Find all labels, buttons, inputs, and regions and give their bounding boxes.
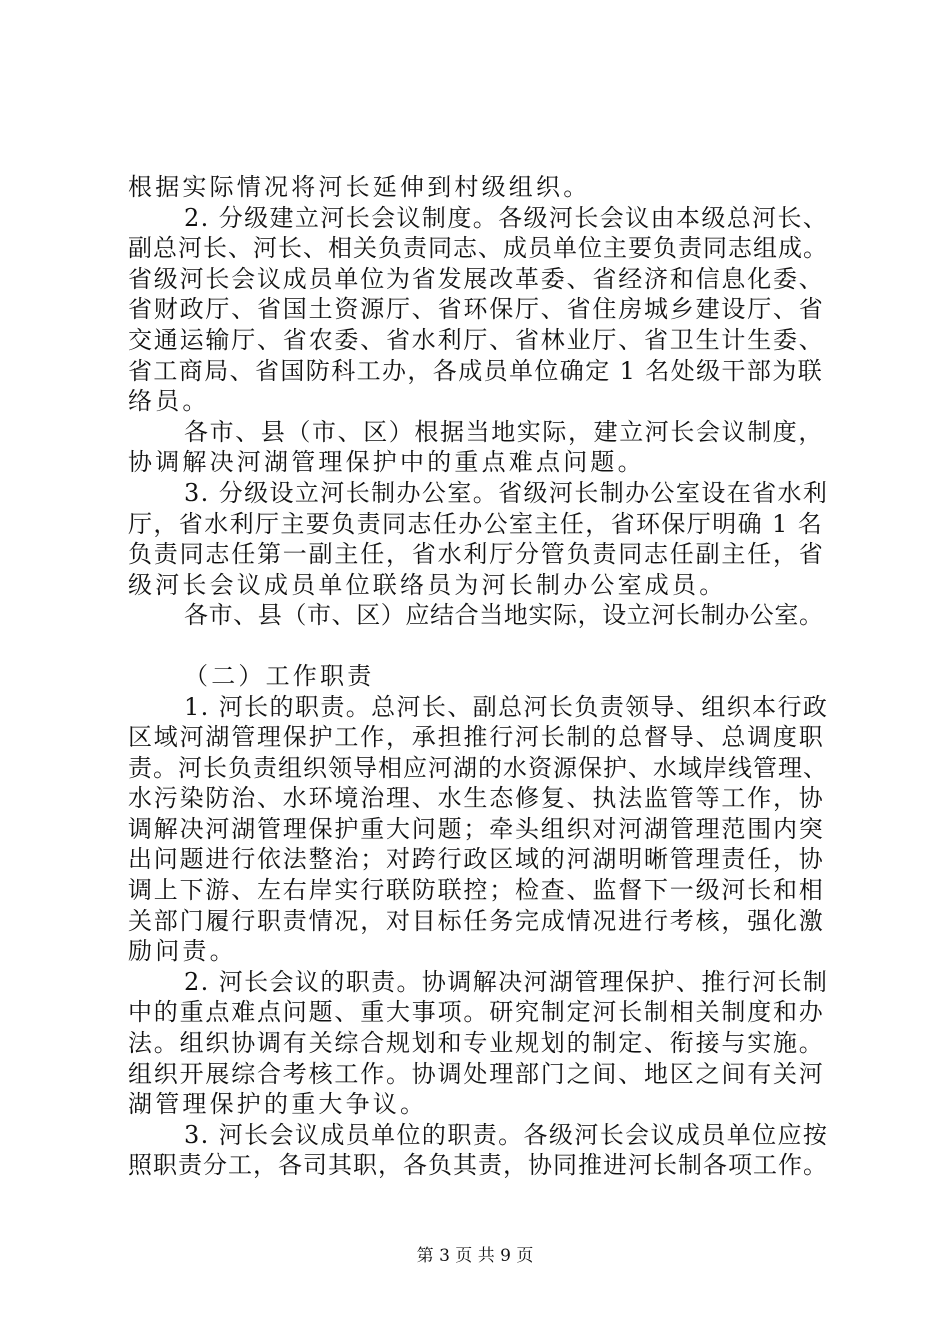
text-line: 根据实际情况将河长延伸到村级组织。 — [128, 173, 591, 201]
text-line: 调解决河湖管理保护重大问题；牵头组织对河湖管理范围内突 — [128, 814, 825, 843]
text-line: 协调解决河湖管理保护中的重点难点问题。 — [128, 448, 645, 477]
text-line: 交通运输厅、省农委、省水利厅、省林业厅、省卫生计生委、 — [128, 325, 825, 354]
text-line: 省财政厅、省国土资源厅、省环保厅、省住房城乡建设厅、省 — [128, 295, 825, 324]
text-line: 责。河长负责组织领导相应河湖的水资源保护、水域岸线管理、 — [128, 753, 828, 782]
section-heading: （二）工作职责 — [184, 661, 375, 690]
text-line: 负责同志任第一副主任，省水利厅分管负责同志任副主任，省 — [128, 540, 825, 569]
text-line: 区域河湖管理保护工作，承担推行河长制的总督导、总调度职 — [128, 723, 825, 752]
text-line: 厅，省水利厅主要负责同志任办公室主任，省环保厅明确 1 名 — [128, 509, 824, 538]
text-line: 省工商局、省国防科工办，各成员单位确定 1 名处级干部为联 — [128, 356, 824, 385]
text-line: 关部门履行职责情况，对目标任务完成情况进行考核，强化激 — [128, 906, 825, 935]
text-line: 组织开展综合考核工作。协调处理部门之间、地区之间有关河 — [128, 1059, 825, 1088]
text-line: 各市、县（市、区）应结合当地实际，设立河长制办公室。 — [184, 601, 824, 630]
text-line: 1. 河长的职责。总河长、副总河长负责领导、组织本行政 — [184, 692, 829, 721]
text-line: 3. 河长会议成员单位的职责。各级河长会议成员单位应按 — [184, 1120, 829, 1149]
text-line: 湖管理保护的重大争议。 — [128, 1090, 428, 1119]
text-line: 调上下游、左右岸实行联防联控；检查、监督下一级河长和相 — [128, 876, 825, 905]
text-line: 省级河长会议成员单位为省发展改革委、省经济和信息化委、 — [128, 264, 825, 293]
text-line: 出问题进行依法整治；对跨行政区域的河湖明晰管理责任，协 — [128, 845, 825, 874]
text-line: 络员。 — [128, 387, 210, 416]
text-line: 2. 分级建立河长会议制度。各级河长会议由本级总河长、 — [184, 203, 829, 232]
text-line: 2. 河长会议的职责。协调解决河湖管理保护、推行河长制 — [184, 967, 829, 996]
text-line: 3. 分级设立河长制办公室。省级河长制办公室设在省水利 — [184, 478, 829, 507]
text-line: 副总河长、河长、相关负责同志、成员单位主要负责同志组成。 — [128, 234, 828, 263]
document-body — [128, 172, 828, 1181]
text-line: 级河长会议成员单位联络员为河长制办公室成员。 — [128, 570, 727, 599]
text-line: 法。组织协调有关综合规划和专业规划的制定、衔接与实施。 — [128, 1029, 825, 1058]
text-line: 中的重点难点问题、重大事项。研究制定河长制相关制度和办 — [128, 998, 825, 1027]
text-line: 照职责分工，各司其职，各负其责，协同推进河长制各项工作。 — [128, 1151, 828, 1180]
text-line: 励问责。 — [128, 937, 237, 966]
text-line: 水污染防治、水环境治理、水生态修复、执法监管等工作，协 — [128, 784, 825, 813]
page-number-footer: 第 3 页 共 9 页 — [416, 1246, 534, 1266]
text-line: 各市、县（市、区）根据当地实际，建立河长会议制度， — [184, 417, 824, 446]
